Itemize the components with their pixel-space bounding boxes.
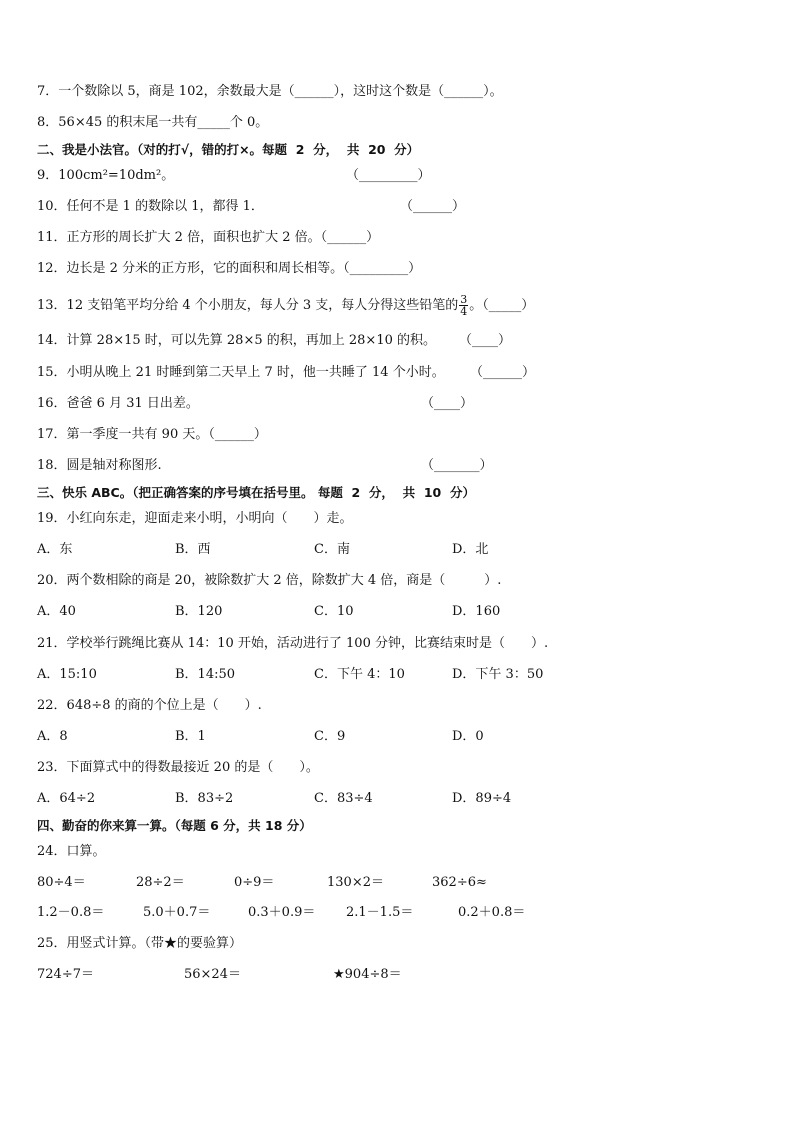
vertical-calc-item: ★904÷8＝ <box>333 967 402 982</box>
option-19-a[interactable]: A．东 <box>37 542 73 557</box>
option-21-c[interactable]: C．下午 4：10 <box>314 667 405 682</box>
vertical-calc-item: 724÷7＝ <box>37 967 94 982</box>
question-25: 25．用竖式计算。（带★的要验算） <box>37 936 243 951</box>
question-13 <box>37 294 534 317</box>
option-23-b[interactable]: B．83÷2 <box>175 791 234 806</box>
mental-calc-item: 0.2＋0.8＝ <box>458 905 526 920</box>
section-2-title: 二、我是小法官。（对的打√，错的打×。每题 2 分， 共 20 分） <box>37 142 420 157</box>
option-19-d[interactable]: D．北 <box>452 542 489 557</box>
answer-blank-15[interactable]: （______） <box>470 365 536 380</box>
option-23-a[interactable]: A．64÷2 <box>37 791 96 806</box>
question-15: 15．小明从晚上 21 时睡到第二天早上 7 时，他一共睡了 14 个小时。 <box>37 365 445 380</box>
option-19-b[interactable]: B．西 <box>175 542 211 557</box>
fraction-denominator: 4 <box>460 305 468 318</box>
mental-calc-item: 362÷6≈ <box>432 875 487 890</box>
question-7: 7．一个数除以 5，商是 102，余数最大是（______），这时这个数是（______）。 <box>37 84 503 99</box>
question-20: 20．两个数相除的商是 20，被除数扩大 2 倍，除数扩大 4 倍，商是（ ）. <box>37 573 502 588</box>
question-9: 9．100cm²=10dm²。 <box>37 168 175 183</box>
mental-calc-item: 80÷4＝ <box>37 875 86 890</box>
answer-blank-16[interactable]: （____） <box>421 396 474 411</box>
question-10: 10．任何不是 1 的数除以 1，都得 1． <box>37 199 264 214</box>
question-17: 17．第一季度一共有 90 天。（______） <box>37 427 267 442</box>
mental-calc-item: 5.0＋0.7＝ <box>143 905 211 920</box>
question-19: 19．小红向东走，迎面走来小明，小明向（ ）走。 <box>37 511 353 526</box>
question-14: 14．计算 28×15 时，可以先算 28×5 的积，再加上 28×10 的积。 <box>37 333 436 348</box>
mental-calc-item: 1.2－0.8＝ <box>37 905 105 920</box>
option-21-a[interactable]: A．15:10 <box>37 667 97 682</box>
mental-calc-item: 0÷9＝ <box>234 875 275 890</box>
question-24: 24．口算。 <box>37 844 106 859</box>
answer-blank-18[interactable]: （_______） <box>421 458 493 473</box>
question-16: 16．爸爸 6 月 31 日出差。 <box>37 396 199 411</box>
option-22-b[interactable]: B．1 <box>175 729 206 744</box>
question-8: 8．56×45 的积末尾一共有_____个 0。 <box>37 115 269 130</box>
vertical-calc-item: 56×24＝ <box>184 967 241 982</box>
fraction-numerator: 3 <box>460 293 468 306</box>
mental-calc-item: 0.3＋0.9＝ <box>248 905 316 920</box>
option-22-c[interactable]: C．9 <box>314 729 346 744</box>
option-20-a[interactable]: A．40 <box>37 604 76 619</box>
question-11: 11．正方形的周长扩大 2 倍，面积也扩大 2 倍。（______） <box>37 230 380 245</box>
option-21-b[interactable]: B．14:50 <box>175 667 236 682</box>
option-19-c[interactable]: C．南 <box>314 542 350 557</box>
option-22-d[interactable]: D．0 <box>452 729 484 744</box>
question-22: 22．648÷8 的商的个位上是（ ）. <box>37 698 262 713</box>
section-4-title: 四、勤奋的你来算一算。（每题 6 分，共 18 分） <box>37 818 312 833</box>
option-22-a[interactable]: A．8 <box>37 729 68 744</box>
question-12: 12．边长是 2 分米的正方形，它的面积和周长相等。（_________） <box>37 261 422 276</box>
question-13-tail: 。（_____） <box>469 298 535 313</box>
question-21: 21．学校举行跳绳比赛从 14：10 开始，活动进行了 100 分钟，比赛结束时是（ ）. <box>37 636 549 651</box>
answer-blank-9[interactable]: （_________） <box>346 168 431 183</box>
option-20-b[interactable]: B．120 <box>175 604 223 619</box>
fraction <box>459 294 468 317</box>
option-23-d[interactable]: D．89÷4 <box>452 791 512 806</box>
answer-blank-14[interactable]: （____） <box>459 333 512 348</box>
option-20-c[interactable]: C．10 <box>314 604 354 619</box>
option-21-d[interactable]: D．下午 3：50 <box>452 667 544 682</box>
option-23-c[interactable]: C．83÷4 <box>314 791 373 806</box>
mental-calc-item: 2.1－1.5＝ <box>346 905 414 920</box>
section-3-title: 三、快乐 ABC。（把正确答案的序号填在括号里。 每题 2 分， 共 10 分） <box>37 485 475 500</box>
question-23: 23．下面算式中的得数最接近 20 的是（ ）。 <box>37 760 319 775</box>
question-13-text: 13．12 支铅笔平均分给 4 个小朋友，每人分 3 支，每人分得这些铅笔的 <box>37 298 459 313</box>
option-20-d[interactable]: D．160 <box>452 604 501 619</box>
mental-calc-item: 130×2＝ <box>327 875 384 890</box>
mental-calc-item: 28÷2＝ <box>136 875 185 890</box>
question-18: 18．圆是轴对称图形. <box>37 458 162 473</box>
answer-blank-10[interactable]: （______） <box>400 199 466 214</box>
